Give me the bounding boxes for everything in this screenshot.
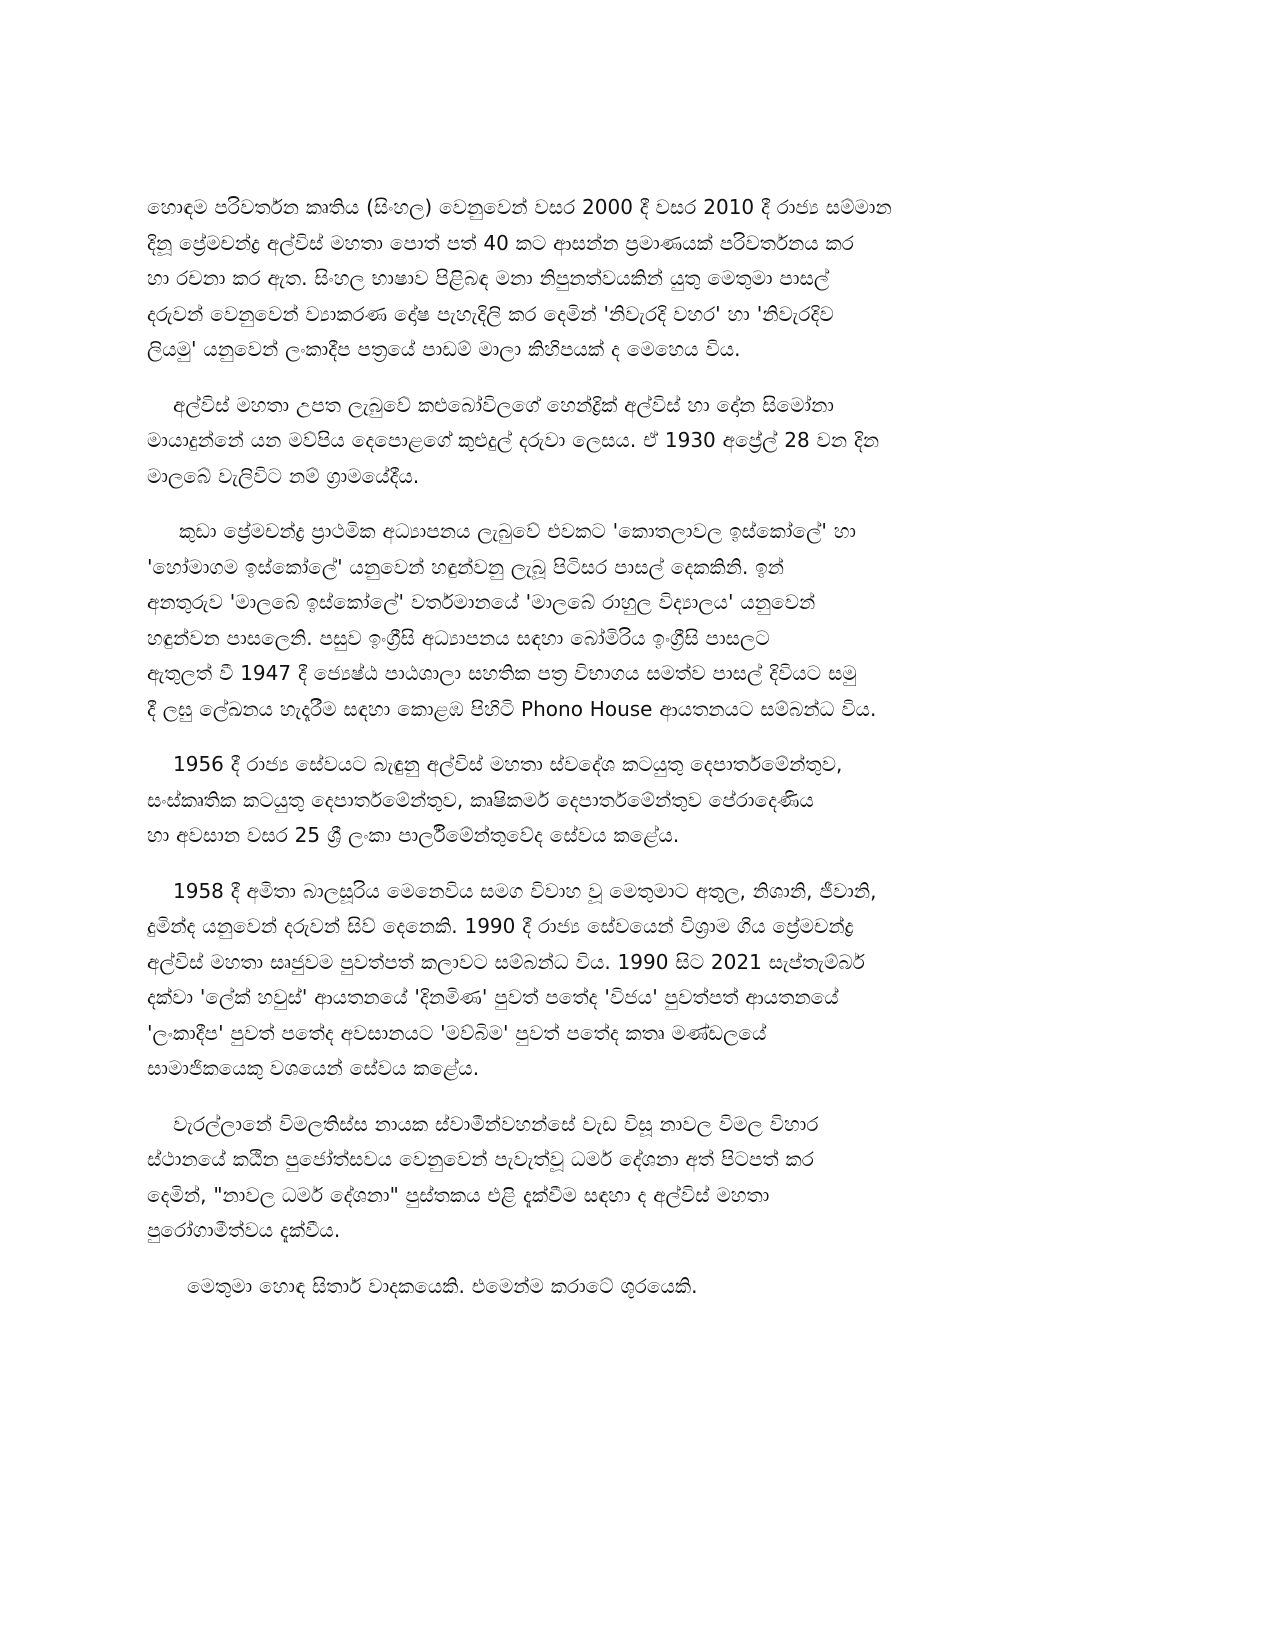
paragraph-public-service: 1956 දී රාජ්‍ය සේවයට බැඳුනු අල්විස් මහතා ස්වදේශ කටයුතු දෙපාර්තමේන්තුව, සංස්කෘතික කටයුතු දෙපාර්තමේන්තුව, කෘෂිකර්ම දෙපාර්තමේන්තුව පේරාදෙණිය හා අවසාන වසර 25 ශ්‍රී ලංකා පාර්ලිමේන්තුවේද සේවය කළේය. bbox=[147, 752, 843, 847]
paragraph-family-and-journalism: 1958 දී අමිතා බාලසූරිය මෙනෙවිය සමග විවාහ වූ මෙතුමාට අතුල, නිශානි, ජීවානි, දුමින්ද යනුවෙන් දරුවන් සිව් දෙනෙකි. 1990 දී රාජ්‍ය සේවයෙන් විශ්‍රාම ගිය ප්‍රේමචන්ද්‍ර අල්විස් මහතා සෘජුවම පුවත්පත් කලාවට සම්බන්ධ විය. 1990 සිට 2021 සැප්තැම්බර් දක්වා 'ලේක් හවුස්' ආයතනයේ 'දිනමිණ' පුවත් පතේද 'විජය' පුවත්පත් ආයතනයේ 'ලංකාදීප' පුවත් පතේද අවසානයට 'මව්බිම' පුවත් පතේද කතෘ මණ්ඩලයේ සාමාජිකයෙකු වශයෙන් සේවය කළේය. bbox=[147, 878, 877, 1080]
document-body bbox=[147, 190, 1125, 1324]
paragraph-education: කුඩා ප්‍රේමචන්ද්‍ර ප්‍රාථමික අධ්‍යාපනය ලැබුවේ එවකට 'කොතලාවල ඉස්කෝලේ' හා 'හෝමාගම ඉස්කෝලේ' යනුවෙන් හඳුන්වනු ලැබූ පිටිසර පාසල් දෙකකිනි. ඉන් අනතුරුව 'මාලබේ ඉස්කෝලේ' වර්තමානයේ 'මාලබේ රාහුල විද්‍යාලය' යනුවෙන් හඳුන්වන පාසලෙනි. පසුව ඉංග්‍රීසි අධ්‍යාපනය සඳහා බෝමිරිය ඉංග්‍රීසි පාසලට ඇතුලත් වී 1947 දී ජ්‍යෙෂ්ඨ පාඨශාලා සහතික පත්‍ර විභාගය සමත්ව පාසල් දිවියට සමු දී ලඝු ලේඛනය හැදෑරීම සඳහා කොළඹ පිහිටි Phono House ආයතනයට සම්බන්ධ විය. bbox=[147, 519, 877, 721]
paragraph-birth: අල්විස් මහතා උපත ලැබුවේ කළුබෝවිලගේ හෙන්ද්‍රික් අල්විස් හා දෝන සිමෝනා මායාදුන්නේ යන මව්පිය දෙපොළගේ කුළුදුල් දරුවා ලෙසය. ඒ 1930 අප්‍රේල් 28 වන දින මාලබේ වැලිවිට නම් ග්‍රාමයේදීය. bbox=[147, 392, 880, 488]
paragraph-translation-works: හොඳම පරිවර්තන කෘතිය (සිංහල) වෙනුවෙන් වසර 2000 දී වසර 2010 දී රාජ්‍ය සම්මාන දිනූ ප්‍රේමචන්ද්‍ර අල්විස් මහතා පොත් පත් 40 කට ආසන්න ප්‍රමාණයක් පරිවර්තනය කර හා රචනා කර ඇත. සිංහල භාෂාව පිළිබඳ මනා නිපුනත්වයකින් යුතු මෙතුමා පාසල් දරුවන් වෙනුවෙන් ව්‍යාකරණ දෝෂ පැහැදිලි කර දෙමින් 'නිවැරදි වහර' හා 'නිවැරදිව ලියමු' යනුවෙන් ලංකාදීප පත්‍රයේ පාඩම් මාලා කිහිපයක් ද මෙහෙය විය. bbox=[147, 195, 892, 361]
paragraph-dharma-book: වැරල්ලානේ විමලතිස්ස නායක ස්වාමීන්වහන්සේ වැඩ විසූ නාවල විමල විහාර ස්ථානයේ කඨින පුජෝත්සවය වෙනුවෙන් පැවැත්වූ ධර්ම දේශනා අත් පිටපත් කර දෙමින්, "නාවල ධර්ම දේශනා" පුස්තකය එළි දැක්වීම සඳහා ද අල්විස් මහතා පුරෝගාමීත්වය දැක්වීය. bbox=[147, 1111, 819, 1242]
paragraph-hobbies: මෙතුමා හොඳ සිතාර් වාදකයෙකි. එමෙන්ම කරාටේ ශූරයෙකි. bbox=[187, 1273, 698, 1298]
